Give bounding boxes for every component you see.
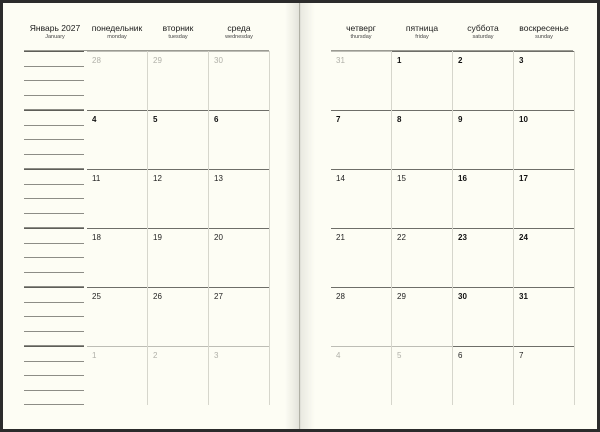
day-number: 12 <box>153 174 162 183</box>
note-line[interactable] <box>24 169 84 170</box>
day-cell[interactable] <box>87 110 147 168</box>
day-number: 18 <box>92 233 101 242</box>
note-line[interactable] <box>24 316 84 317</box>
weekday-header-tuesday <box>148 24 208 40</box>
day-cell[interactable] <box>209 346 269 404</box>
column-divider <box>513 51 514 405</box>
day-cell[interactable] <box>148 51 208 109</box>
day-number: 31 <box>519 292 528 301</box>
day-number: 16 <box>458 174 467 183</box>
column-divider <box>208 51 209 405</box>
weekday-ru: среда <box>227 23 251 33</box>
day-number: 23 <box>458 233 467 242</box>
day-number: 29 <box>153 56 162 65</box>
day-number: 8 <box>397 115 402 124</box>
weekday-en: tuesday <box>168 33 188 40</box>
day-cell[interactable] <box>331 110 391 168</box>
day-cell[interactable] <box>209 51 269 109</box>
note-line[interactable] <box>24 228 84 229</box>
day-cell[interactable] <box>453 346 513 404</box>
day-cell[interactable] <box>392 169 452 227</box>
note-line[interactable] <box>24 404 84 405</box>
day-cell[interactable] <box>148 228 208 286</box>
day-cell[interactable] <box>392 110 452 168</box>
day-number: 28 <box>92 56 101 65</box>
month-header <box>24 24 86 40</box>
day-cell[interactable] <box>331 287 391 345</box>
note-line[interactable] <box>24 198 84 199</box>
day-number: 29 <box>397 292 406 301</box>
column-divider <box>391 51 392 405</box>
weekday-en: saturday <box>472 33 494 40</box>
weekday-ru: пятница <box>405 23 439 33</box>
day-cell[interactable] <box>87 51 147 109</box>
month-title: Январь 2027 <box>29 23 81 33</box>
note-line[interactable] <box>24 243 84 244</box>
note-line[interactable] <box>24 95 84 96</box>
day-number: 15 <box>397 174 406 183</box>
day-cell[interactable] <box>514 287 574 345</box>
day-cell[interactable] <box>453 110 513 168</box>
note-line[interactable] <box>24 139 84 140</box>
weekday-header-friday <box>392 24 452 40</box>
note-line[interactable] <box>24 154 84 155</box>
day-cell[interactable] <box>514 228 574 286</box>
weekday-ru: понедельник <box>91 23 143 33</box>
day-number: 22 <box>397 233 406 242</box>
weekday-en: friday <box>415 33 429 40</box>
day-cell[interactable] <box>453 228 513 286</box>
day-cell[interactable] <box>514 51 574 109</box>
day-number: 5 <box>153 115 158 124</box>
day-cell[interactable] <box>87 287 147 345</box>
note-line[interactable] <box>24 125 84 126</box>
day-number: 3 <box>519 56 524 65</box>
day-number: 17 <box>519 174 528 183</box>
weekday-ru: вторник <box>162 23 194 33</box>
day-number: 6 <box>458 351 463 360</box>
day-cell[interactable] <box>392 228 452 286</box>
weekday-ru: суббота <box>467 23 499 33</box>
day-number: 1 <box>92 351 97 360</box>
day-number: 26 <box>153 292 162 301</box>
day-cell[interactable] <box>392 346 452 404</box>
day-cell[interactable] <box>209 169 269 227</box>
day-cell[interactable] <box>331 228 391 286</box>
weekday-header-sunday <box>514 24 574 40</box>
column-divider <box>269 51 270 405</box>
day-number: 19 <box>153 233 162 242</box>
note-line[interactable] <box>24 257 84 258</box>
weekday-header-monday <box>87 24 147 40</box>
note-line[interactable] <box>24 302 84 303</box>
day-cell[interactable] <box>87 228 147 286</box>
day-number: 24 <box>519 233 528 242</box>
day-number: 3 <box>214 351 219 360</box>
day-number: 5 <box>397 351 402 360</box>
day-number: 13 <box>214 174 223 183</box>
note-line[interactable] <box>24 375 84 376</box>
day-number: 9 <box>458 115 463 124</box>
day-number: 20 <box>214 233 223 242</box>
column-divider <box>574 51 575 405</box>
day-cell[interactable] <box>87 169 147 227</box>
day-cell[interactable] <box>331 346 391 404</box>
day-number: 27 <box>214 292 223 301</box>
day-number: 4 <box>336 351 341 360</box>
note-line[interactable] <box>24 390 84 391</box>
day-number: 30 <box>458 292 467 301</box>
weekday-ru: четверг <box>346 23 376 33</box>
day-number: 25 <box>92 292 101 301</box>
month-title-en: January <box>45 33 65 40</box>
day-number: 4 <box>92 115 97 124</box>
note-line[interactable] <box>24 287 84 288</box>
day-cell[interactable] <box>87 346 147 404</box>
day-number: 7 <box>519 351 524 360</box>
day-cell[interactable] <box>209 287 269 345</box>
weekday-header-saturday <box>453 24 513 40</box>
note-line[interactable] <box>24 110 84 111</box>
weekday-en: monday <box>107 33 127 40</box>
weekday-ru: воскресенье <box>519 23 569 33</box>
note-line[interactable] <box>24 213 84 214</box>
day-number: 2 <box>153 351 158 360</box>
day-number: 30 <box>214 56 223 65</box>
day-number: 31 <box>336 56 345 65</box>
day-cell[interactable] <box>209 228 269 286</box>
day-number: 14 <box>336 174 345 183</box>
note-line[interactable] <box>24 184 84 185</box>
weekday-header-thursday <box>331 24 391 40</box>
day-number: 1 <box>397 56 402 65</box>
day-cell[interactable] <box>148 110 208 168</box>
day-cell[interactable] <box>148 287 208 345</box>
day-cell[interactable] <box>148 346 208 404</box>
note-line[interactable] <box>24 346 84 347</box>
day-cell[interactable] <box>453 287 513 345</box>
day-cell[interactable] <box>514 110 574 168</box>
day-number: 21 <box>336 233 345 242</box>
note-line[interactable] <box>24 361 84 362</box>
note-line[interactable] <box>24 80 84 81</box>
weekday-en: sunday <box>535 33 553 40</box>
day-cell[interactable] <box>514 346 574 404</box>
day-cell[interactable] <box>331 169 391 227</box>
day-number: 6 <box>214 115 219 124</box>
day-cell[interactable] <box>392 287 452 345</box>
day-number: 7 <box>336 115 341 124</box>
day-cell[interactable] <box>453 51 513 109</box>
note-line[interactable] <box>24 66 84 67</box>
weekday-en: wednesday <box>225 33 253 40</box>
note-line[interactable] <box>24 51 84 52</box>
day-number: 10 <box>519 115 528 124</box>
day-cell[interactable] <box>148 169 208 227</box>
day-cell[interactable] <box>514 169 574 227</box>
column-divider <box>147 51 148 405</box>
weekday-header-wednesday <box>209 24 269 40</box>
day-cell[interactable] <box>209 110 269 168</box>
day-number: 11 <box>92 174 101 183</box>
note-line[interactable] <box>24 331 84 332</box>
weekday-en: thursday <box>350 33 372 40</box>
day-cell[interactable] <box>392 51 452 109</box>
note-line[interactable] <box>24 272 84 273</box>
day-number: 2 <box>458 56 463 65</box>
day-cell[interactable] <box>331 51 391 109</box>
day-cell[interactable] <box>453 169 513 227</box>
day-number: 28 <box>336 292 345 301</box>
column-divider <box>452 51 453 405</box>
